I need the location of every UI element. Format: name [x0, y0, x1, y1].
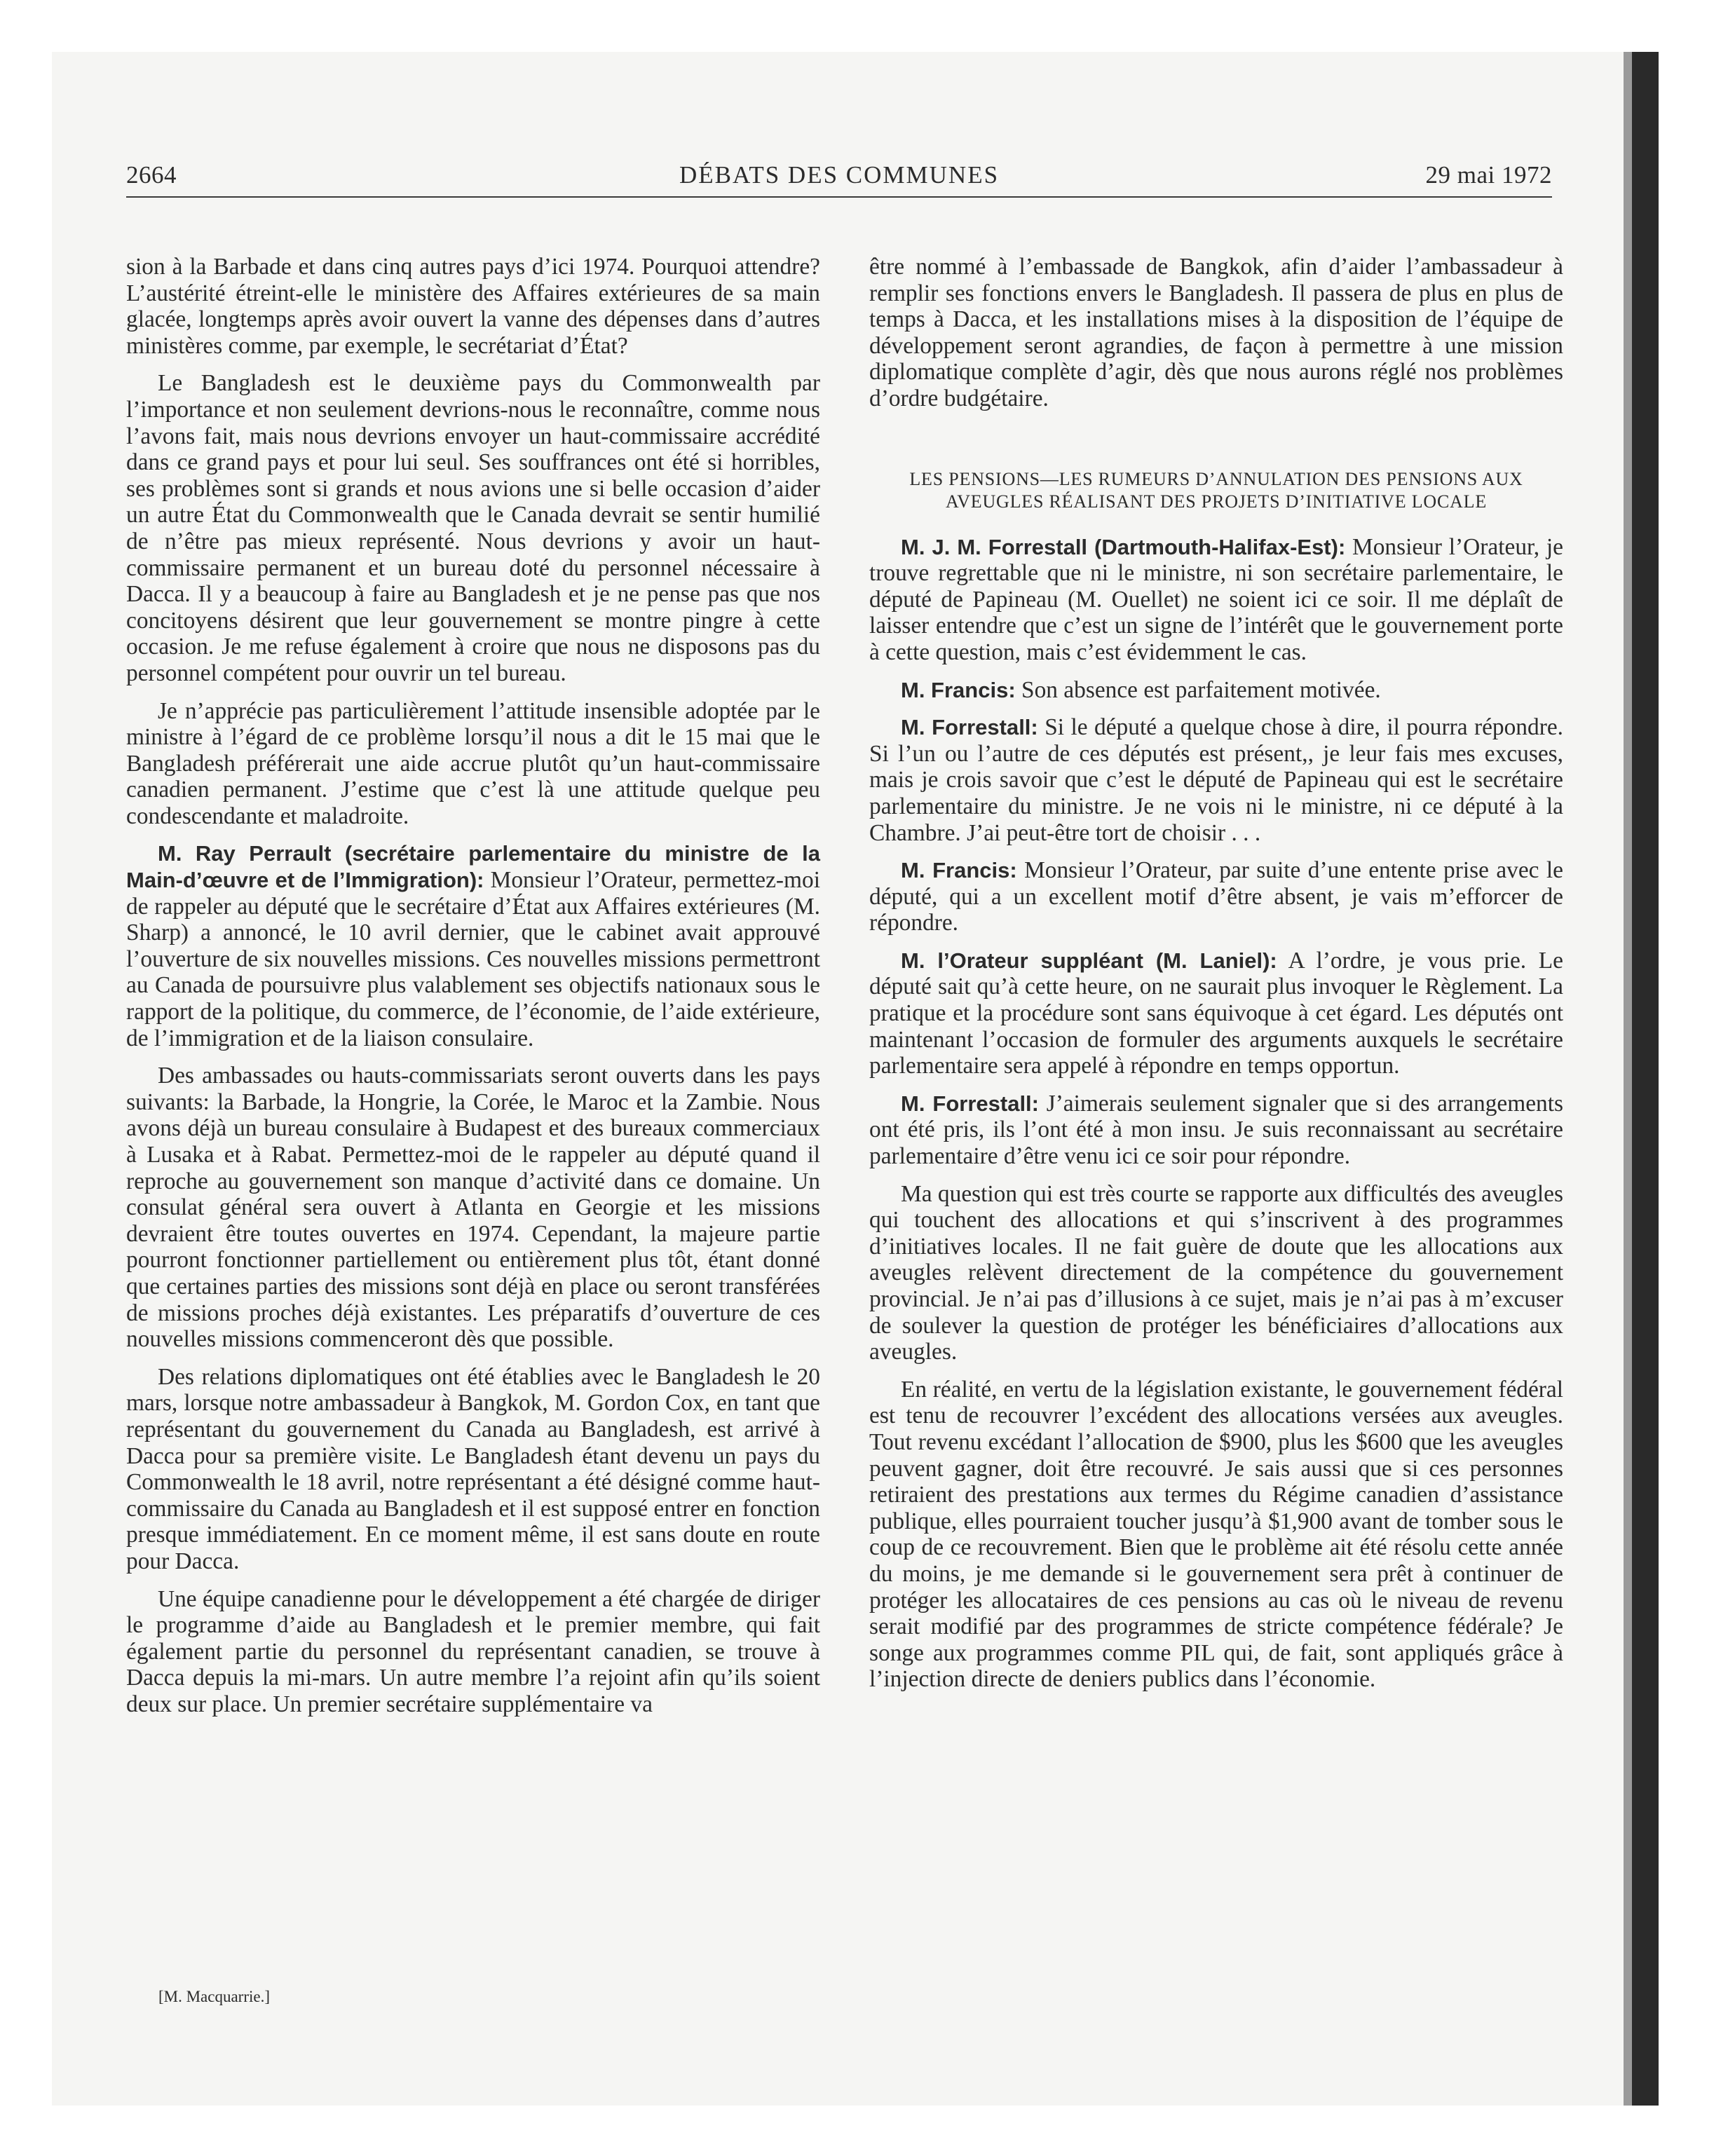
paragraph-text: A l’ordre, je vous prie. Le député sait qu’à cette heure, on ne saurait plus invoquer le Règlement. La pratique et la procédure sont sans équivoque à cet égard. Les députés ont maintenant l’occasion de formuler des arguments auxquels le secrétaire parlementaire sera appelé à répondre en temps opportun.: [869, 947, 1563, 1079]
paragraph: [126, 1063, 820, 1353]
paragraph: être nommé à l’embassade de Bangkok, afin d’aider l’ambassadeur à remplir ses fonctions envers le Bangladesh. Il passera de plus en plus de temps à Dacca, et les installations mises à la disposition de l’équipe de développement seront agrandies, de façon à permettre à une mission diplomatique complète d’agir, dès que nous aurons réglé nos problèmes d’ordre budgétaire.: [869, 254, 1563, 411]
paragraph: [869, 714, 1563, 846]
paragraph-text: Monsieur l’Orateur, permettez-moi de rappeler au député que le secrétaire d’État aux Affaires extérieures (M. Sharp) a annoncé, le 10 avril dernier, que le cabinet avait approuvé l’ouverture de six nouvelles missions. Ces nouvelles missions permettront au Canada de poursuivre plus valablement ses objectifs nationaux sous le rapport de la politique, du commerce, de l’économie, de l’aide extérieure, de l’immigration et de la liaison consulaire.: [126, 867, 820, 1051]
speaker-name: M. l’Orateur suppléant (M. Laniel):: [901, 948, 1277, 973]
paragraph: [126, 1364, 820, 1575]
scan-edge-shadow: [1624, 52, 1632, 2106]
paragraph-text: sion à la Barbade et dans cinq autres pays d’ici 1974. Pourquoi attendre? L’austérité étreint-elle le ministère des Affaires extérieures de sa main glacée, longtemps après avoir ouvert la vanne des dépenses dans d’autres ministères comme, par exemple, le secrétariat d’État?: [126, 254, 820, 359]
paragraph: [126, 254, 820, 359]
paragraph: [869, 1091, 1563, 1170]
paragraph-text: Monsieur l’Orateur, je trouve regrettable que ni le ministre, ni son secrétaire parlementaire, le député de Papineau (M. Ouellet) ne soient ici ce soir. Il me déplaît de laisser entendre que c’est un signe de l’intérêt que le gouvernement porte à cette question, mais c’est évidemment le cas.: [869, 533, 1563, 665]
journal-title: DÉBATS DES COMMUNES: [679, 161, 1000, 189]
speaker-name: M. Forrestall:: [901, 1091, 1039, 1116]
page-date: 29 mai 1972: [1425, 161, 1552, 189]
paragraph-text: Si le député a quelque chose à dire, il pourra répondre. Si l’un ou l’autre de ces députés est présent,, je leur fais mes excuses, mais je crois savoir que c’est le député de Papineau qui est le secrétaire parlementaire du ministre. Je ne vois ni le ministre, ni ce député à la Chambre. J’ai peut-être tort de choisir . . .: [869, 714, 1563, 846]
paragraph: [126, 840, 820, 1051]
speaker-footnote: [M. Macquarrie.]: [158, 1988, 271, 2005]
speaker-name: M. Ray Perrault (secrétaire parlementaire du ministre de la Main-d’œuvre et de l’Immigration):: [126, 841, 820, 893]
paragraph: [126, 370, 820, 686]
left-column: [126, 254, 820, 1728]
paragraph: [869, 948, 1563, 1079]
speaker-name: M. Francis:: [901, 677, 1016, 702]
paragraph-text: Je n’apprécie pas particulièrement l’attitude insensible adoptée par le ministre à l’égard de ce problème lorsqu’il nous a dit le 15 mai que le Bangladesh préférerait une aide accrue plutôt qu’un haut-commissaire canadien permanent. J’estime que c’est là une attitude quelque peu condescendante et maladroite.: [126, 697, 820, 829]
paragraph: [869, 857, 1563, 936]
paragraph: [126, 1586, 820, 1718]
paragraph: [126, 698, 820, 830]
paragraph: [869, 534, 1563, 666]
section-heading: LES PENSIONS—LES RUMEURS D’ANNULATION DES PENSIONS AUX AVEUGLES RÉALISANT DES PROJETS D’INITIATIVE LOCALE: [909, 468, 1523, 512]
right-column: [869, 254, 1563, 1704]
scan-edge: [1632, 52, 1659, 2106]
page-number: 2664: [126, 161, 177, 189]
speaker-name: M. Francis:: [901, 858, 1017, 883]
paragraph-text: Ma question qui est très courte se rapporte aux difficultés des aveugles qui touchent des allocations et qui s’inscrivent à des programmes d’initiatives locales. Il ne fait guère de doute que les allocations aux aveugles relèvent directement de la compétence du gouvernement provincial. Je n’ai pas d’illusions à ce sujet, mais je n’ai pas à m’excuser de soulever la question de protéger les bénéficiaires d’allocations aux aveugles.: [869, 1180, 1563, 1365]
paragraph: [869, 1181, 1563, 1365]
paragraph-text: Le Bangladesh est le deuxième pays du Commonwealth par l’importance et non seulement devrions-nous le reconnaître, comme nous l’avons fait, mais nous devrions envoyer un haut-commissaire accrédité dans ce grand pays et pour lui seul. Ses souffrances ont été si horribles, ses problèmes sont si grands et nous avions une si belle occasion d’aider un autre État du Commonwealth que le Canada devrait se sentir humilié de n’être pas mieux représenté. Nous devrions y avoir un haut-commissaire permanent et un bureau doté du personnel nécessaire à Dacca. Il y a beaucoup à faire au Bangladesh et je ne pense pas que nos concitoyens désirent que leur gouvernement se montre pingre à cette occasion. Je me refuse également à croire que nous ne disposons pas du personnel compétent pour ouvrir un tel bureau.: [126, 370, 820, 686]
speaker-name: M. J. M. Forrestall (Dartmouth-Halifax-Est):: [901, 534, 1346, 559]
paragraph-text: Des ambassades ou hauts-commissariats seront ouverts dans les pays suivants: la Barbade, la Hongrie, la Corée, le Maroc et la Zambie. Nous avons déjà un bureau consulaire à Budapest et des bureaux commerciaux à Lusaka et à Rabat. Permettez-moi de le rappeler au député quand il reproche au gouvernement son manque d’activité dans ce domaine. Un consulat général sera ouvert à Atlanta en Georgie et les missions devraient être toutes ouvertes en 1974. Cependant, la majeure partie pourront fonctionner partiellement ou entièrement plus tôt, étant donné que certaines parties des missions sont déjà en place ou seront transférées de missions proches déjà existantes. Les préparatifs d’ouverture de ces nouvelles missions commenceront dès que possible.: [126, 1063, 820, 1353]
paragraph-text: Une équipe canadienne pour le développement a été chargée de diriger le programme d’aide au Bangladesh et le premier membre, qui fait également partie du personnel du représentant canadien, se trouve à Dacca depuis la mi-mars. Un autre membre l’a rejoint afin qu’ils soient deux sur place. Un premier secrétaire supplémentaire va: [126, 1585, 820, 1717]
paragraph: [869, 1377, 1563, 1693]
paragraph-text: Son absence est parfaitement motivée.: [1015, 676, 1381, 703]
paragraph-text: En réalité, en vertu de la législation existante, le gouvernement fédéral est tenu de recouvrer l’excédent des allocations versées aux aveugles. Tout revenu excédant l’allocation de $900, plus les $600 que les aveugles peuvent gagner, doit être recouvré. Je sais aussi que si ces personnes retiraient des prestations aux termes du Régime canadien d’assistance publique, elles pourraient toucher jusqu’à $1,900 avant de tomber sous le coup de ce recouvrement. Bien que le problème ait été résolu cette année du moins, je me demande si le gouvernement sera prêt à continuer de protéger les allocataires de ces pensions au cas où le niveau de revenu serait modifié par des programmes de stricte compétence fédérale? Je songe aux programmes comme PIL qui, de fait, sont appliqués grâce à l’injection directe de deniers publics dans l’économie.: [869, 1376, 1563, 1693]
speaker-name: M. Forrestall:: [901, 715, 1038, 740]
paragraph-text: J’aimerais seulement signaler que si des arrangements ont été pris, ils l’ont été à mon insu. Je suis reconnaissant au secrétaire parlementaire d’être venu ici ce soir pour répondre.: [869, 1090, 1563, 1170]
page-header: [126, 157, 1552, 198]
paragraph-text: Des relations diplomatiques ont été établies avec le Bangladesh le 20 mars, lorsque notre ambassadeur à Bangkok, M. Gordon Cox, en tant que représentant du gouvernement du Canada au Bangladesh, est arrivé à Dacca pour sa première visite. Le Bangladesh étant devenu un pays du Commonwealth le 18 avril, notre représentant a été désigné comme haut-commissaire du Canada au Bangladesh et il est supposé entrer en fonction presque immédiatement. En ce moment même, il est sans doute en route pour Dacca.: [126, 1363, 820, 1574]
paragraph-text: Monsieur l’Orateur, par suite d’une entente prise avec le député, qui a un excellent motif d’être absent, je vais m’efforcer de répondre.: [869, 857, 1563, 936]
paragraph: [869, 677, 1563, 704]
